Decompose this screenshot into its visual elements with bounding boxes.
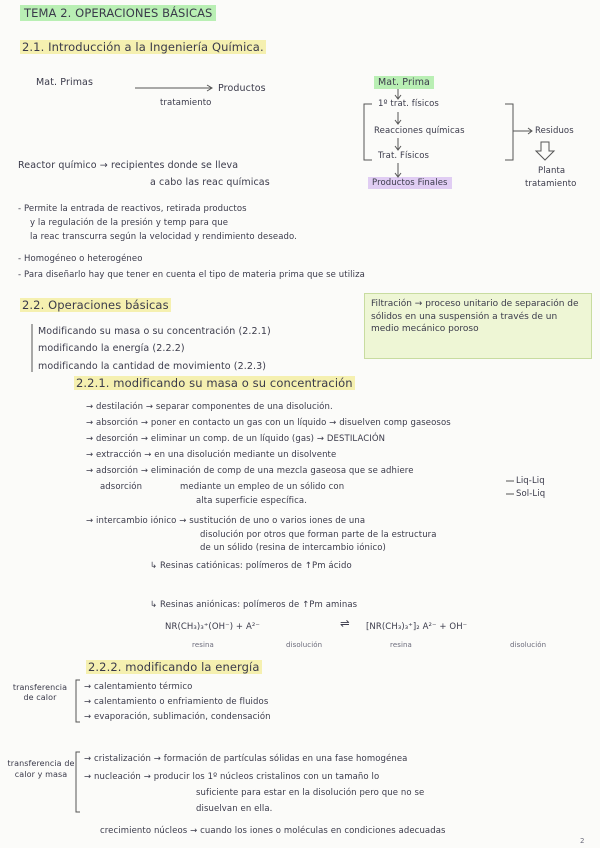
item-nucleacion-1: → nucleación → producir los 1º núcleos cristalinos con un tamaño lo bbox=[84, 772, 380, 782]
item-nucleacion-2: suficiente para estar en la disolución pero que no se bbox=[196, 788, 425, 798]
flow-mat-prima: Mat. Prima bbox=[374, 77, 434, 88]
eq-label-disolucion-1: disolución bbox=[286, 641, 323, 649]
label-liq-liq: Liq-Liq bbox=[516, 476, 545, 486]
item-intercambio-2: disolución por otros que forman parte de la estructura bbox=[200, 530, 437, 540]
item-adsorcion: → adsorción → eliminación de comp de una mezcla gaseosa que se adhiere bbox=[86, 466, 414, 476]
flow-tratamiento: tratamiento bbox=[525, 179, 577, 189]
section-heading-2-1: 2.1. Introducción a la Ingeniería Química. bbox=[22, 40, 264, 54]
productos-label: Productos bbox=[218, 83, 266, 94]
item-cristalizacion: → cristalización → formación de partículas sólidas en una fase homogénea bbox=[84, 754, 408, 764]
item-intercambio-3: de un sólido (resina de intercambio iónico) bbox=[200, 543, 386, 553]
resinas-anionicas: ↳ Resinas aniónicas: polímeros de ↑Pm aminas bbox=[150, 600, 358, 610]
flow-trat-fisicos-2: Trat. Físicos bbox=[378, 151, 430, 161]
label-sol-liq: Sol-Liq bbox=[516, 489, 546, 499]
item-extraccion: → extracción → en una disolución mediante un disolvente bbox=[86, 450, 337, 460]
bullet-permite-3: la reac transcurra según la velocidad y rendimiento deseado. bbox=[30, 232, 297, 242]
flow-trat-fisicos-1: 1º trat. físicos bbox=[378, 99, 439, 109]
item-desorcion: → desorción → eliminar un comp. de un líquido (gas) → DESTILACIÓN bbox=[86, 434, 386, 444]
bullet-permite-1: - Permite la entrada de reactivos, retirada productos bbox=[18, 204, 247, 214]
op-energia: modificando la energía (2.2.2) bbox=[38, 343, 185, 354]
flow-planta: Planta bbox=[538, 166, 566, 176]
equation-arrow: ⇌ bbox=[340, 616, 350, 630]
op-masa: Modificando su masa o su concentración (2.2.1) bbox=[38, 326, 271, 337]
bullet-homogeneo: - Homogéneo o heterogéneo bbox=[18, 254, 143, 264]
item-adsorcion-3: alta superficie específica. bbox=[196, 496, 308, 506]
page-number: 2 bbox=[580, 837, 585, 845]
flow-residuos: Residuos bbox=[535, 126, 574, 136]
reactor-line-2: a cabo las reac químicas bbox=[150, 177, 270, 188]
energia-item-1: → calentamiento térmico bbox=[84, 682, 193, 692]
flow-bracket-right bbox=[505, 104, 513, 160]
reactor-line-1: Reactor químico → recipientes donde se lleva bbox=[18, 160, 239, 171]
eq-label-resina-2: resina bbox=[390, 641, 412, 649]
flow-reacciones: Reacciones químicas bbox=[374, 126, 465, 136]
section-heading-2-2-1: 2.2.1. modificando su masa o su concentración bbox=[76, 376, 353, 390]
item-destilacion: → destilación → separar componentes de una disolución. bbox=[86, 402, 333, 412]
energia-item-3: → evaporación, sublimación, condensación bbox=[84, 712, 271, 722]
mat-primas-label: Mat. Primas bbox=[36, 77, 94, 88]
item-nucleacion-3: disuelvan en ella. bbox=[196, 804, 273, 814]
eq-label-disolucion-2: disolución bbox=[510, 641, 547, 649]
equation-left: NR(CH₃)₃⁺(OH⁻) + A²⁻ bbox=[165, 622, 260, 632]
item-absorcion: → absorción → poner en contacto un gas con un líquido → disuelven comp gaseosos bbox=[86, 418, 451, 428]
bullet-permite-2: y la regulación de la presión y temp para que bbox=[30, 218, 229, 228]
item-adsorcion-2: mediante un empleo de un sólido con bbox=[180, 482, 345, 492]
op-movimiento: modificando la cantidad de movimiento (2.2.3) bbox=[38, 361, 267, 372]
bracket-calor bbox=[76, 680, 80, 722]
eq-label-resina-1: resina bbox=[192, 641, 214, 649]
section-heading-2-2: 2.2. Operaciones básicas bbox=[22, 298, 169, 312]
section-heading-2-2-2: 2.2.2. modificando la energía bbox=[88, 660, 260, 674]
filtracion-note: Filtración → proceso unitario de separación de sólidos en una suspensión a través de un medio mecánico poroso bbox=[364, 293, 592, 359]
item-crecimiento: crecimiento núcleos → cuando los iones o moléculas en condiciones adecuadas bbox=[100, 826, 446, 836]
item-intercambio-1: → intercambio iónico → sustitución de uno o varios iones de una bbox=[86, 516, 366, 526]
resinas-cationicas: ↳ Resinas catiónicas: polímeros de ↑Pm ácido bbox=[150, 561, 352, 571]
equation-right: [NR(CH₃)₃⁺]₂ A²⁻ + OH⁻ bbox=[366, 622, 468, 632]
flow-bracket-left bbox=[364, 104, 372, 160]
page-title: TEMA 2. OPERACIONES BÁSICAS bbox=[20, 8, 216, 19]
tratamiento-label: tratamiento bbox=[160, 98, 212, 108]
bracket-calor-masa bbox=[76, 752, 80, 812]
side-label-calor-masa: transferencia de calor y masa bbox=[7, 759, 75, 779]
side-label-calor: transferencia de calor bbox=[12, 683, 68, 702]
bullet-disenarlo: - Para diseñarlo hay que tener en cuenta el tipo de materia prima que se utiliza bbox=[18, 270, 365, 280]
hollow-down-arrow-icon bbox=[536, 142, 554, 160]
item-adsorcion-sub: adsorción bbox=[100, 482, 143, 492]
energia-item-2: → calentamiento o enfriamiento de fluidos bbox=[84, 697, 269, 707]
flow-productos-finales: Productos Finales bbox=[368, 178, 452, 189]
